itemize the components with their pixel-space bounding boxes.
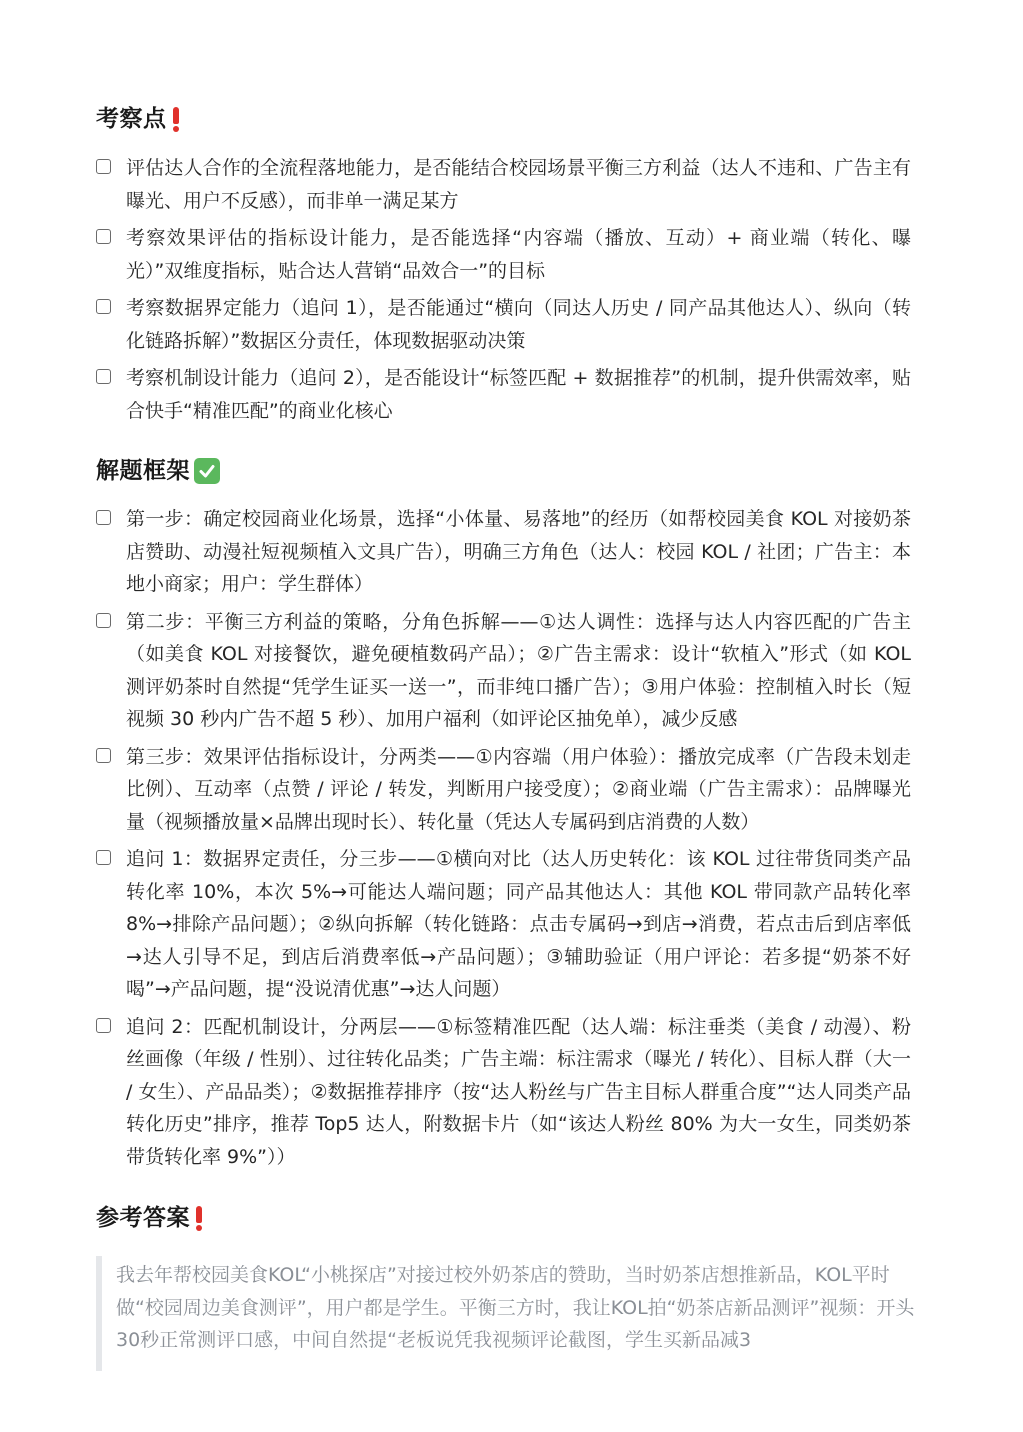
list-item (96, 606, 911, 736)
section-title-answer (96, 1202, 202, 1234)
list-item-text: 追问 2：匹配机制设计，分两层——①标签精准匹配（达人端：标注垂类（美食 / 动漫）、粉丝画像（年级 / 性别）、过往转化品类；广告主端：标注需求（曝光 / 转化）、目标人群（大一 / 女生）、产品品类）；②数据推荐排序（按“达人粉丝与广告主目标人群重合度”“达人同类产品转化历史”排序，推荐 Top5 达人，附数据卡片（如“该达人粉丝 80% 为大一女生，同类奶茶带货转化率 9%”）） (126, 1015, 911, 1168)
answer-quote (96, 1256, 916, 1371)
list-item-text: 考察数据界定能力（追问 1），是否能通过“横向（同达人历史 / 同产品其他达人）、纵向（转化链路拆解）”数据区分责任，体现数据驱动决策 (126, 297, 911, 352)
checkbox[interactable] (96, 1018, 111, 1033)
list-item (96, 503, 911, 601)
list-item-text: 第一步：确定校园商业化场景，选择“小体量、易落地”的经历（如帮校园美食 KOL 对接奶茶店赞助、动漫社短视频植入文具广告），明确三方角色（达人：校园 KOL / 社团；广告主：本地小商家；用户：学生群体） (126, 508, 911, 595)
section-title-text: 解题框架 (96, 458, 190, 484)
framework-list (96, 503, 911, 1178)
section-title-text: 参考答案 (96, 1205, 190, 1231)
checkbox[interactable] (96, 510, 111, 525)
list-item (96, 152, 911, 217)
list-item (96, 1011, 911, 1174)
list-item-text: 考察效果评估的指标设计能力，是否能选择“内容端（播放、互动）+ 商业端（转化、曝光）”双维度指标，贴合达人营销“品效合一”的目标 (126, 227, 911, 282)
list-item-text: 考察机制设计能力（追问 2），是否能设计“标签匹配 + 数据推荐”的机制，提升供需效率，贴合快手“精准匹配”的商业化核心 (126, 367, 911, 422)
checkbox[interactable] (96, 613, 111, 628)
exclamation-icon (196, 1206, 202, 1230)
section-title-framework (96, 455, 220, 487)
list-item-text: 评估达人合作的全流程落地能力，是否能结合校园场景平衡三方利益（达人不违和、广告主有曝光、用户不反感），而非单一满足某方 (126, 157, 911, 212)
list-item-text: 第三步：效果评估指标设计，分两类——①内容端（用户体验）：播放完成率（广告段未划走比例）、互动率（点赞 / 评论 / 转发，判断用户接受度）；②商业端（广告主需求）：品牌曝光量（视频播放量×品牌出现时长）、转化量（凭达人专属码到店消费的人数） (126, 745, 911, 833)
checkbox[interactable] (96, 748, 111, 763)
check-mark-icon (194, 458, 220, 484)
checkbox[interactable] (96, 229, 111, 244)
checkbox[interactable] (96, 850, 111, 865)
exclamation-icon (173, 107, 179, 131)
list-item (96, 222, 911, 287)
list-item (96, 843, 911, 1006)
list-item-text: 第二步：平衡三方利益的策略，分角色拆解——①达人调性：选择与达人内容匹配的广告主（如美食 KOL 对接餐饮，避免硬植数码产品）；②广告主需求：设计“软植入”形式（如 KOL 测评奶茶时自然提“凭学生证买一送一”，而非纯口播广告）；③用户体验：控制植入时长（短视频 30 秒内广告不超 5 秒）、加用户福利（如评论区抽免单），减少反感 (126, 610, 911, 730)
section-title-text: 考察点 (96, 106, 167, 132)
list-item (96, 292, 911, 357)
list-item (96, 362, 911, 427)
checkbox[interactable] (96, 159, 111, 174)
checkbox[interactable] (96, 369, 111, 384)
list-item (96, 741, 911, 839)
checkbox[interactable] (96, 299, 111, 314)
list-item-text: 追问 1：数据界定责任，分三步——①横向对比（达人历史转化：该 KOL 过往带货同类产品转化率 10%，本次 5%→可能达人端问题；同产品其他达人：其他 KOL 带同款产品转化率 8%→排除产品问题）；②纵向拆解（转化链路：点击专属码→到店→消费，若点击后到店率低→达人引导不足，到店后消费率低→产品问题）；③辅助验证（用户评论：若多提“奶茶不好喝”→产品问题，提“没说清优惠”→达人问题） (126, 848, 911, 1000)
answer-text: 我去年帮校园美食KOL“小桃探店”对接过校外奶茶店的赞助，当时奶茶店想推新品，KOL平时做“校园周边美食测评”，用户都是学生。平衡三方时，我让KOL拍“奶茶店新品测评”视频：开头30秒正常测评口感，中间自然提“老板说凭我视频评论截图，学生买新品减3 (116, 1264, 915, 1351)
kaochadian-list (96, 152, 911, 432)
section-title-kaochadian (96, 103, 179, 135)
